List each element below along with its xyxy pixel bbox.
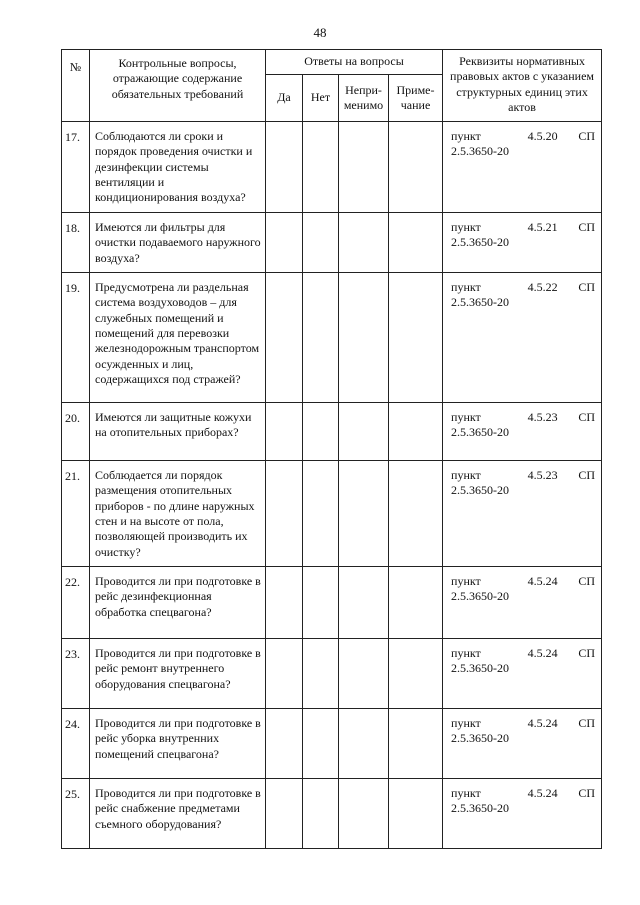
answer-note-cell[interactable] bbox=[389, 460, 443, 566]
answer-no-cell[interactable] bbox=[303, 122, 339, 213]
ref-word: пункт bbox=[451, 646, 481, 661]
answer-note-cell[interactable] bbox=[389, 402, 443, 460]
ref-code: СП bbox=[578, 129, 596, 143]
row-question: Проводится ли при подготовке в рейс ремонт внутреннего оборудования спецвагона? bbox=[90, 639, 266, 709]
ref-point: 4.5.21 bbox=[527, 219, 558, 234]
ref-code: СП bbox=[578, 786, 596, 801]
answer-no-cell[interactable] bbox=[303, 639, 339, 709]
ref-word: пункт bbox=[451, 409, 481, 424]
ref-doc: 2.5.3650-20 bbox=[451, 144, 510, 159]
ref-point: 4.5.24 bbox=[527, 786, 558, 801]
answer-no-cell[interactable] bbox=[303, 460, 339, 566]
row-requisites bbox=[443, 212, 602, 272]
answer-note-cell[interactable] bbox=[389, 709, 443, 779]
ref-code: СП bbox=[578, 219, 596, 234]
header-note: Приме-чание bbox=[389, 75, 443, 122]
answer-not-applicable-cell[interactable] bbox=[339, 567, 389, 639]
row-question: Предусмотрена ли раздельная система воздуховодов – для служебных помещений и помещений для перевозки железнодорожным транспортом осужденных и лиц, содержащихся под стражей? bbox=[90, 272, 266, 402]
ref-word: пункт bbox=[451, 467, 481, 482]
ref-point: 4.5.23 bbox=[527, 467, 558, 482]
ref-code: СП bbox=[578, 409, 596, 424]
checklist-table bbox=[61, 49, 602, 849]
ref-word: пункт bbox=[451, 716, 481, 731]
answer-not-applicable-cell[interactable] bbox=[339, 122, 389, 213]
row-number: 22. bbox=[62, 567, 90, 639]
table-row bbox=[62, 402, 602, 460]
row-requisites bbox=[443, 567, 602, 639]
answer-note-cell[interactable] bbox=[389, 779, 443, 849]
answer-no-cell[interactable] bbox=[303, 212, 339, 272]
answer-note-cell[interactable] bbox=[389, 639, 443, 709]
ref-point: 4.5.22 bbox=[527, 279, 558, 294]
answer-no-cell[interactable] bbox=[303, 709, 339, 779]
answer-not-applicable-cell[interactable] bbox=[339, 272, 389, 402]
table-row bbox=[62, 122, 602, 213]
answer-yes-cell[interactable] bbox=[266, 709, 303, 779]
answer-yes-cell[interactable] bbox=[266, 272, 303, 402]
answer-yes-cell[interactable] bbox=[266, 402, 303, 460]
ref-point: 4.5.24 bbox=[527, 646, 558, 661]
header-number: № bbox=[62, 50, 90, 122]
answer-not-applicable-cell[interactable] bbox=[339, 460, 389, 566]
row-question: Соблюдается ли порядок размещения отопительных приборов - по длине наружных стен и на высоте от пола, позволяющей производить их очистку? bbox=[90, 460, 266, 566]
row-number: 17. bbox=[62, 122, 90, 213]
ref-point: 4.5.20 bbox=[527, 129, 558, 143]
ref-word: пункт bbox=[451, 786, 481, 801]
answer-no-cell[interactable] bbox=[303, 272, 339, 402]
answer-yes-cell[interactable] bbox=[266, 567, 303, 639]
row-requisites bbox=[443, 122, 602, 213]
row-number: 20. bbox=[62, 402, 90, 460]
answer-not-applicable-cell[interactable] bbox=[339, 639, 389, 709]
header-no: Нет bbox=[303, 75, 339, 122]
row-requisites bbox=[443, 709, 602, 779]
answer-yes-cell[interactable] bbox=[266, 639, 303, 709]
answer-no-cell[interactable] bbox=[303, 402, 339, 460]
answer-note-cell[interactable] bbox=[389, 567, 443, 639]
row-question: Проводится ли при подготовке в рейс снабжение предметами съемного оборудования? bbox=[90, 779, 266, 849]
header-yes: Да bbox=[266, 75, 303, 122]
row-requisites bbox=[443, 272, 602, 402]
row-question: Имеются ли фильтры для очистки подаваемого наружного воздуха? bbox=[90, 212, 266, 272]
row-requisites bbox=[443, 639, 602, 709]
ref-word: пункт bbox=[451, 279, 481, 294]
ref-code: СП bbox=[578, 467, 596, 482]
ref-word: пункт bbox=[451, 219, 481, 234]
header-requisites: Реквизиты нормативных правовых актов с указанием структурных единиц этих актов bbox=[443, 50, 602, 122]
ref-doc: 2.5.3650-20 bbox=[451, 483, 510, 498]
answer-yes-cell[interactable] bbox=[266, 460, 303, 566]
answer-yes-cell[interactable] bbox=[266, 122, 303, 213]
answer-no-cell[interactable] bbox=[303, 567, 339, 639]
row-question: Имеются ли защитные кожухи на отопительных приборах? bbox=[90, 402, 266, 460]
ref-doc: 2.5.3650-20 bbox=[451, 589, 510, 604]
row-number: 21. bbox=[62, 460, 90, 566]
ref-doc: 2.5.3650-20 bbox=[451, 801, 510, 816]
answer-yes-cell[interactable] bbox=[266, 212, 303, 272]
ref-point: 4.5.24 bbox=[527, 716, 558, 731]
ref-doc: 2.5.3650-20 bbox=[451, 235, 510, 250]
answer-no-cell[interactable] bbox=[303, 779, 339, 849]
row-question: Соблюдаются ли сроки и порядок проведения очистки и дезинфекции системы вентиляции и кондиционирования воздуха? bbox=[90, 122, 266, 213]
row-number: 18. bbox=[62, 212, 90, 272]
ref-point: 4.5.23 bbox=[527, 409, 558, 424]
table-header-row bbox=[62, 50, 602, 75]
ref-doc: 2.5.3650-20 bbox=[451, 661, 510, 676]
row-requisites bbox=[443, 779, 602, 849]
answer-not-applicable-cell[interactable] bbox=[339, 779, 389, 849]
page-number: 48 bbox=[313, 25, 327, 40]
ref-code: СП bbox=[578, 574, 596, 589]
table-row bbox=[62, 272, 602, 402]
table-row bbox=[62, 709, 602, 779]
row-number: 23. bbox=[62, 639, 90, 709]
ref-point: 4.5.24 bbox=[527, 574, 558, 589]
ref-doc: 2.5.3650-20 bbox=[451, 295, 510, 310]
table-row bbox=[62, 639, 602, 709]
answer-note-cell[interactable] bbox=[389, 212, 443, 272]
ref-code: СП bbox=[578, 646, 596, 661]
header-not-applicable: Непри-менимо bbox=[339, 75, 389, 122]
answer-not-applicable-cell[interactable] bbox=[339, 212, 389, 272]
ref-code: СП bbox=[578, 279, 596, 294]
row-number: 19. bbox=[62, 272, 90, 402]
table-row bbox=[62, 460, 602, 566]
table-row bbox=[62, 212, 602, 272]
answer-yes-cell[interactable] bbox=[266, 779, 303, 849]
row-number: 25. bbox=[62, 779, 90, 849]
header-question: Контрольные вопросы, отражающие содержание обязательных требований bbox=[90, 50, 266, 122]
ref-word: пункт bbox=[451, 129, 481, 143]
row-requisites bbox=[443, 402, 602, 460]
answer-note-cell[interactable] bbox=[389, 122, 443, 213]
table-row bbox=[62, 779, 602, 849]
answer-note-cell[interactable] bbox=[389, 272, 443, 402]
answer-not-applicable-cell[interactable] bbox=[339, 709, 389, 779]
answer-not-applicable-cell[interactable] bbox=[339, 402, 389, 460]
row-number: 24. bbox=[62, 709, 90, 779]
ref-doc: 2.5.3650-20 bbox=[451, 731, 510, 746]
table-row bbox=[62, 567, 602, 639]
header-answers: Ответы на вопросы bbox=[266, 50, 443, 75]
row-question: Проводится ли при подготовке в рейс дезинфекционная обработка спецвагона? bbox=[90, 567, 266, 639]
row-question: Проводится ли при подготовке в рейс уборка внутренних помещений спецвагона? bbox=[90, 709, 266, 779]
row-requisites bbox=[443, 460, 602, 566]
ref-word: пункт bbox=[451, 574, 481, 589]
ref-code: СП bbox=[578, 716, 596, 731]
ref-doc: 2.5.3650-20 bbox=[451, 425, 510, 440]
